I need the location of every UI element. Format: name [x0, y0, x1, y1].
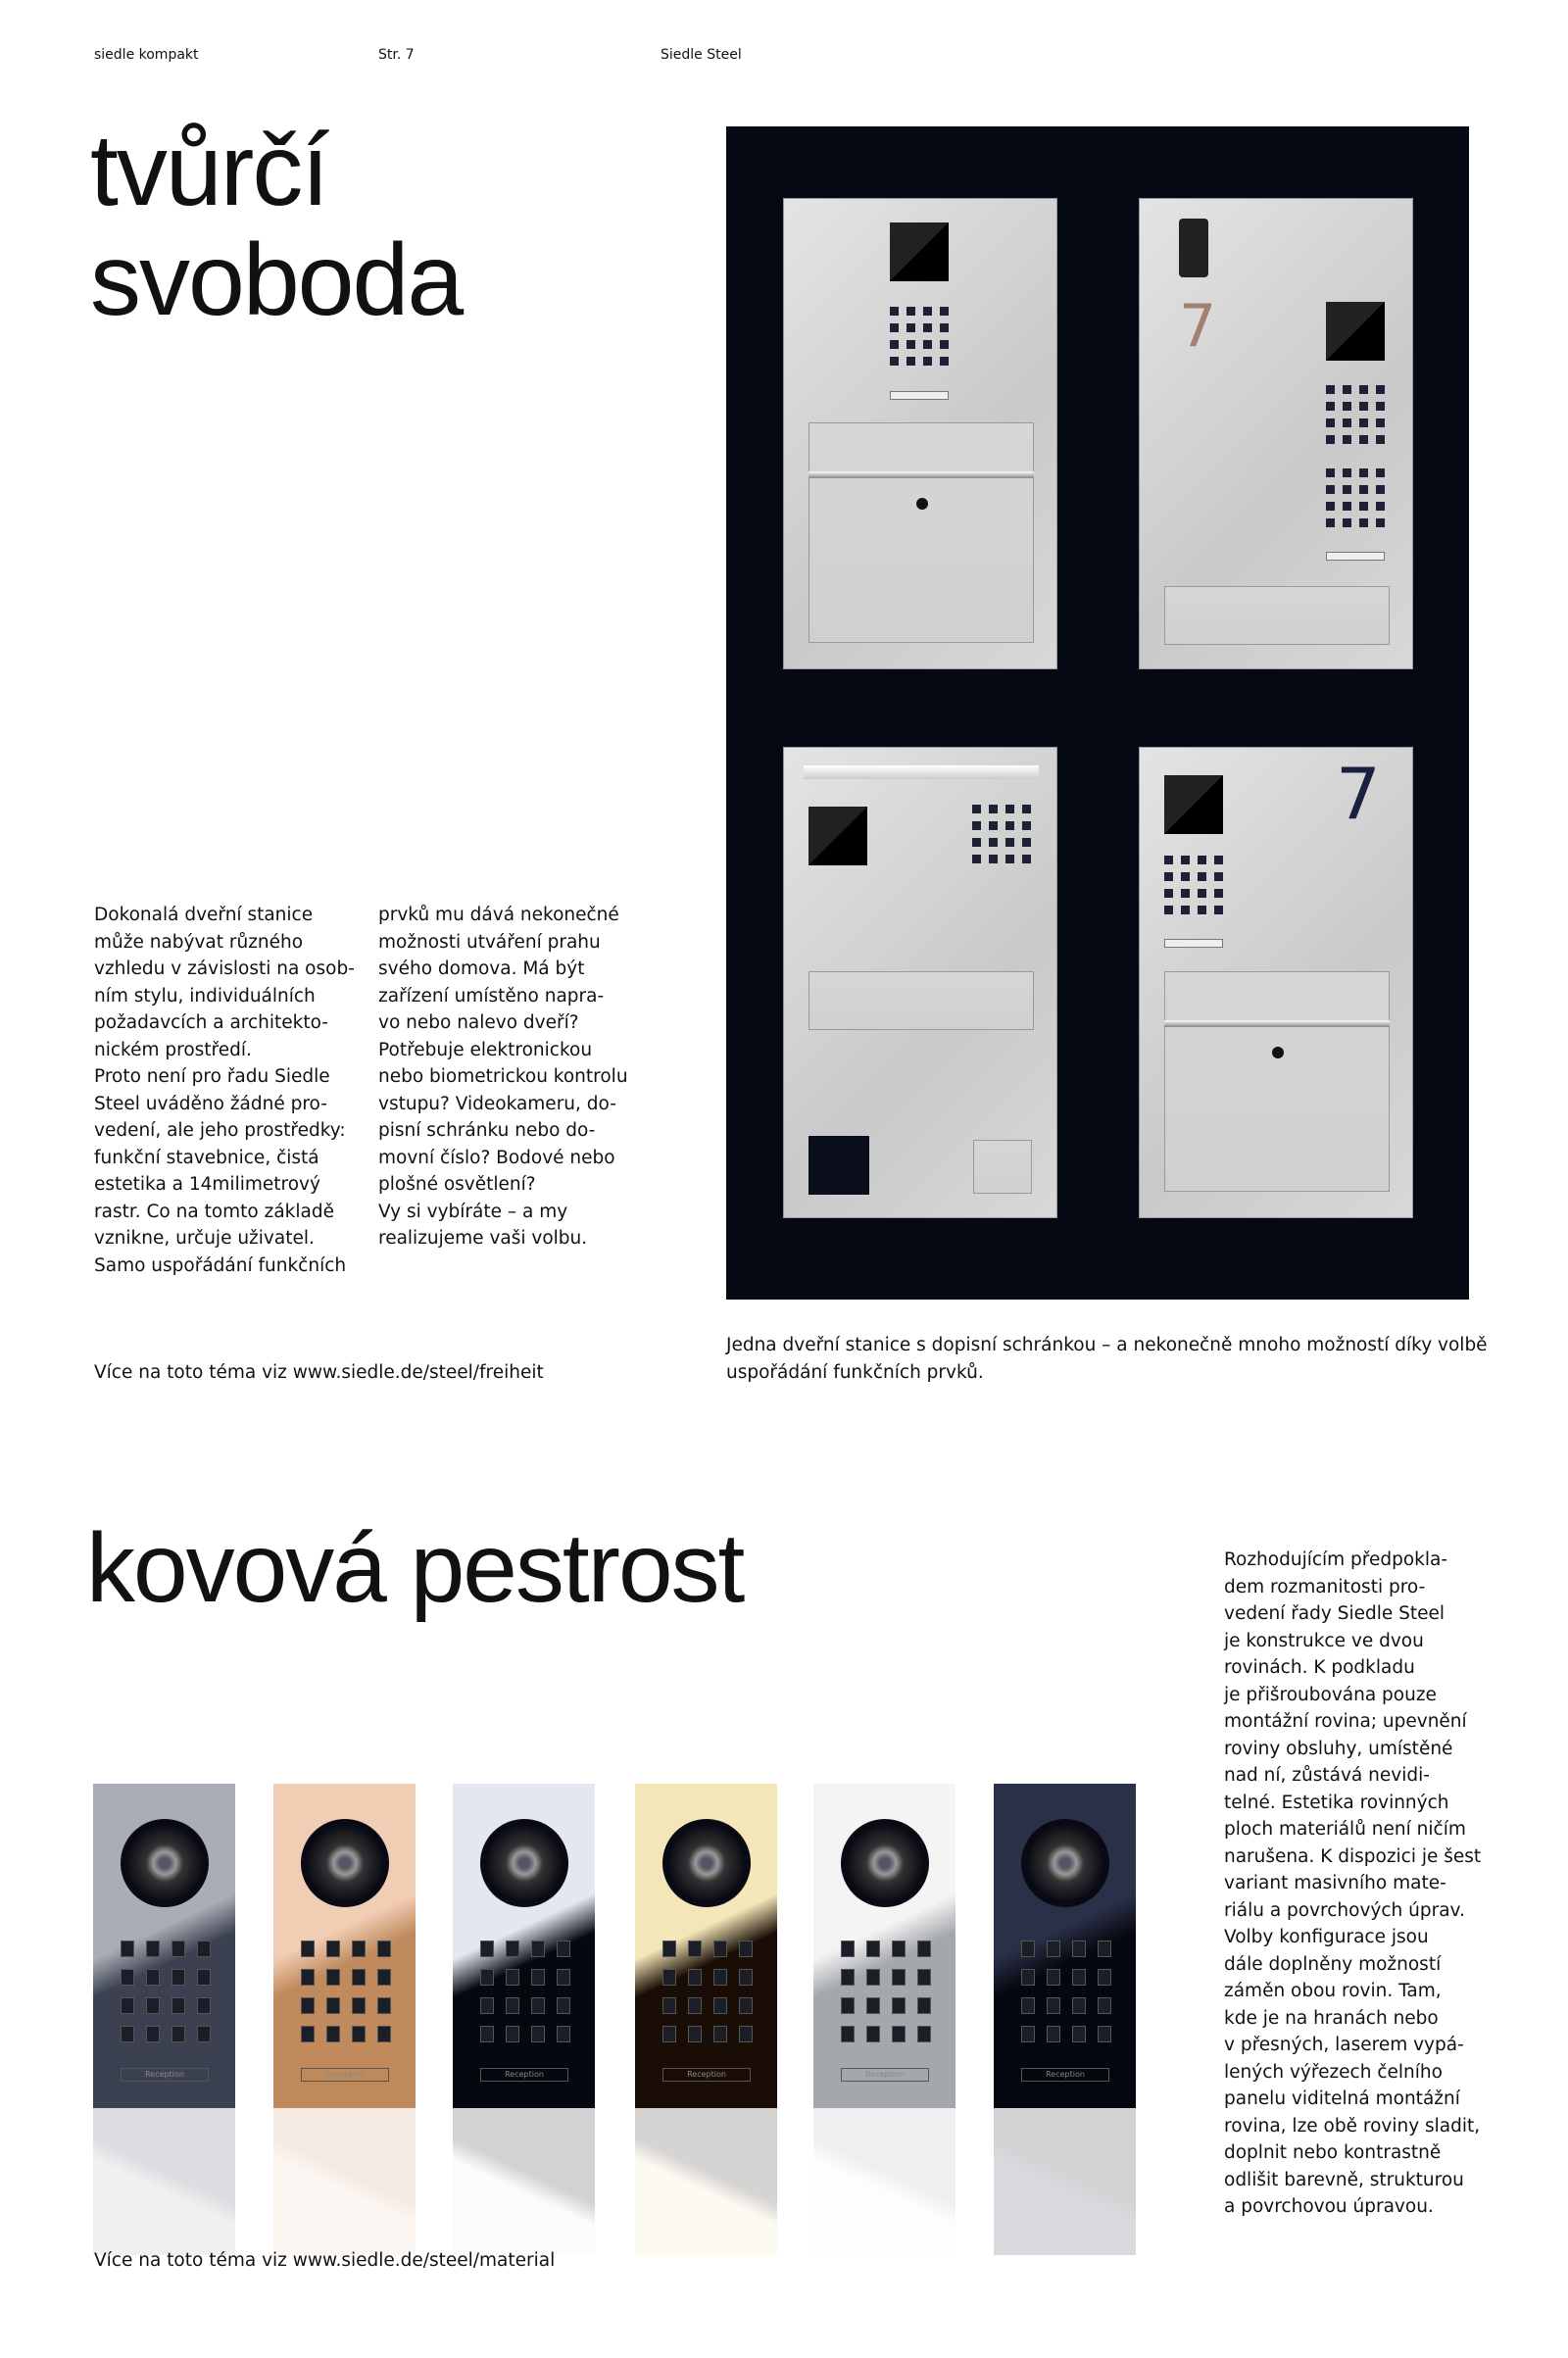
camera-icon [121, 1819, 209, 1907]
lock-icon [1272, 1047, 1284, 1058]
key [713, 2026, 727, 2042]
key [121, 1969, 134, 1986]
key [1005, 838, 1014, 847]
key [352, 2026, 366, 2042]
key [557, 1969, 570, 1986]
keypad [1326, 385, 1385, 444]
key [1047, 1969, 1060, 1986]
key [841, 1997, 855, 2014]
key [1021, 1997, 1035, 2014]
key [377, 2026, 391, 2042]
light-icon [1179, 219, 1208, 277]
key [892, 2026, 906, 2042]
key [1047, 1940, 1060, 1957]
finish-panel-reflection [813, 2108, 956, 2255]
house-number: 7 [1179, 292, 1217, 361]
key [506, 1997, 519, 2014]
key [688, 1940, 702, 1957]
key [1022, 838, 1031, 847]
key [352, 1997, 366, 2014]
key [1181, 872, 1190, 881]
key [890, 323, 899, 332]
key [1326, 385, 1335, 394]
key [940, 323, 949, 332]
key [1343, 502, 1351, 511]
key [1359, 485, 1368, 494]
key [1005, 821, 1014, 830]
intro-text-col2: prvků mu dává nekonečné možnosti utváření prahu svého domova. Má být zařízení umístěno napra- vo nebo nalevo dveří? Potřebuje elektronickou nebo biometrickou kontrolu vstupu? Videokameru, do- pisní schránku nebo do- movní číslo? Bodové nebo plošné osvětlení? Vy si vybíráte – a my realizujeme vaši volbu. [378, 905, 628, 1249]
key [1359, 418, 1368, 427]
name-label: Reception [841, 2068, 929, 2082]
house-number: 7 [1336, 753, 1381, 835]
key [1022, 855, 1031, 863]
key [1047, 1997, 1060, 2014]
name-plate [1164, 939, 1223, 948]
camera-icon [890, 222, 949, 281]
finish-panel-reflection [93, 2108, 235, 2255]
key [1343, 468, 1351, 477]
key [739, 1997, 753, 2014]
keypad [890, 307, 949, 366]
info-module [973, 1140, 1032, 1194]
key [662, 1997, 676, 2014]
key [1098, 1940, 1111, 1957]
key [146, 2026, 160, 2042]
key [172, 2026, 185, 2042]
key [1214, 889, 1223, 898]
key [890, 357, 899, 366]
key [688, 1997, 702, 2014]
key [1376, 402, 1385, 411]
key [1164, 906, 1173, 914]
key [531, 1940, 545, 1957]
key [1198, 856, 1206, 864]
finish-panel-reflection [994, 2108, 1136, 2255]
key [146, 1997, 160, 2014]
mailbox [1164, 586, 1390, 645]
mailbox-slot [808, 471, 1034, 478]
key [1072, 1940, 1086, 1957]
finish-panel [635, 1784, 777, 2108]
key [1072, 1997, 1086, 2014]
key [531, 2026, 545, 2042]
key [892, 1997, 906, 2014]
key [480, 1940, 494, 1957]
key [121, 1940, 134, 1957]
key [480, 2026, 494, 2042]
lock-icon [916, 498, 928, 510]
key [1343, 435, 1351, 444]
key [917, 1940, 931, 1957]
key [506, 1969, 519, 1986]
finish-panel [994, 1784, 1136, 2108]
finish-panel [813, 1784, 956, 2108]
key [1098, 1997, 1111, 2014]
key [197, 2026, 211, 2042]
key [1214, 872, 1223, 881]
key [1181, 906, 1190, 914]
key [1343, 385, 1351, 394]
key [972, 855, 981, 863]
keypad [841, 1940, 931, 2042]
key [1376, 385, 1385, 394]
key [1181, 856, 1190, 864]
key [1164, 872, 1173, 881]
mailbox [1164, 971, 1390, 1192]
key [1072, 1969, 1086, 1986]
key [172, 1997, 185, 2014]
section-title [90, 116, 462, 335]
key [197, 1997, 211, 2014]
key [1021, 1940, 1035, 1957]
more-info-link[interactable]: Více na toto téma viz www.siedle.de/steel/freiheit [94, 1362, 544, 1383]
key [890, 340, 899, 349]
key [1376, 518, 1385, 527]
keypad [121, 1940, 211, 2042]
key [1005, 805, 1014, 813]
key [146, 1969, 160, 1986]
key [1359, 468, 1368, 477]
key [197, 1940, 211, 1957]
key [1021, 1969, 1035, 1986]
title-line: svoboda [90, 223, 463, 337]
key [557, 2026, 570, 2042]
key [866, 1997, 880, 2014]
key [352, 1969, 366, 1986]
key [940, 307, 949, 316]
key [377, 1969, 391, 1986]
key [1326, 518, 1335, 527]
key [377, 1997, 391, 2014]
camera-icon [1326, 302, 1385, 361]
section-title: kovová pestrost [86, 1513, 744, 1623]
door-station-3 [783, 747, 1057, 1218]
key [688, 1969, 702, 1986]
key [506, 1940, 519, 1957]
keypad [1021, 1940, 1111, 2042]
key [1376, 502, 1385, 511]
key [739, 2026, 753, 2042]
key [1198, 889, 1206, 898]
key [1098, 2026, 1111, 2042]
mailbox [808, 422, 1034, 643]
finish-panel-reflection [635, 2108, 777, 2255]
keypad [1164, 856, 1223, 914]
keypad [301, 1940, 391, 2042]
key [972, 821, 981, 830]
key [531, 1997, 545, 2014]
key [1021, 2026, 1035, 2042]
title-line: tvůrčí [90, 114, 328, 227]
door-stations-photo [726, 126, 1469, 1300]
header-section: Siedle Steel [661, 47, 742, 63]
key [1198, 906, 1206, 914]
key [1198, 872, 1206, 881]
key [557, 1997, 570, 2014]
key [326, 1997, 340, 2014]
camera-icon [301, 1819, 389, 1907]
key [662, 1940, 676, 1957]
key [326, 2026, 340, 2042]
key [662, 2026, 676, 2042]
key [326, 1969, 340, 1986]
finish-panel-reflection [453, 2108, 595, 2255]
key [1376, 418, 1385, 427]
key [326, 1940, 340, 1957]
key [917, 1969, 931, 1986]
mailbox [808, 971, 1034, 1030]
key [531, 1969, 545, 1986]
camera-icon [808, 807, 867, 865]
camera-icon [662, 1819, 751, 1907]
key [1214, 856, 1223, 864]
key [841, 1969, 855, 1986]
key [892, 1969, 906, 1986]
door-station-1 [783, 198, 1057, 669]
key [352, 1940, 366, 1957]
name-label: Reception [1021, 2068, 1109, 2082]
keypad [480, 1940, 570, 2042]
key [906, 340, 915, 349]
key [1326, 418, 1335, 427]
key [906, 323, 915, 332]
door-station-2 [1139, 198, 1413, 669]
key [1343, 418, 1351, 427]
key [1326, 402, 1335, 411]
key [1326, 435, 1335, 444]
key [557, 1940, 570, 1957]
key [923, 357, 932, 366]
key [989, 805, 998, 813]
header-brand: siedle kompakt [94, 47, 199, 63]
key [121, 2026, 134, 2042]
keypad [662, 1940, 753, 2042]
key [713, 1969, 727, 1986]
key [121, 1997, 134, 2014]
finish-panel [93, 1784, 235, 2108]
key [1005, 855, 1014, 863]
more-info-link[interactable]: Více na toto téma viz www.siedle.de/steel/material [94, 2250, 556, 2271]
key [1164, 889, 1173, 898]
key [172, 1969, 185, 1986]
key [940, 357, 949, 366]
key [1326, 485, 1335, 494]
key [1376, 468, 1385, 477]
key [301, 1997, 315, 2014]
key [917, 1997, 931, 2014]
key [940, 340, 949, 349]
key [1181, 889, 1190, 898]
header-page-number: Str. 7 [378, 47, 415, 63]
key [480, 1969, 494, 1986]
name-label: Reception [662, 2068, 751, 2082]
key [739, 1940, 753, 1957]
key [1072, 2026, 1086, 2042]
key [989, 821, 998, 830]
name-plate [890, 391, 949, 400]
key [1326, 502, 1335, 511]
keypad [1326, 468, 1385, 527]
key [972, 805, 981, 813]
key [866, 1940, 880, 1957]
key [1164, 856, 1173, 864]
key [1359, 385, 1368, 394]
key [662, 1969, 676, 1986]
name-plate [1326, 552, 1385, 561]
key [1343, 518, 1351, 527]
key [713, 1997, 727, 2014]
key [506, 2026, 519, 2042]
key [989, 855, 998, 863]
key [890, 307, 899, 316]
key [688, 2026, 702, 2042]
door-station-4 [1139, 747, 1413, 1218]
key [906, 357, 915, 366]
key [841, 1940, 855, 1957]
key [1214, 906, 1223, 914]
finish-panel-reflection [273, 2108, 416, 2255]
key [301, 1969, 315, 1986]
photo-caption: Jedna dveřní stanice s dopisní schránkou – a nekonečně mnoho možností díky volbě uspořádání funkčních prvků. [726, 1335, 1488, 1383]
name-label: Reception [121, 2068, 209, 2082]
light-bar [804, 765, 1039, 779]
camera-icon [480, 1819, 568, 1907]
key [1343, 485, 1351, 494]
keypad [972, 805, 1031, 863]
key [917, 2026, 931, 2042]
key [923, 323, 932, 332]
name-label: Reception [480, 2068, 568, 2082]
key [480, 1997, 494, 2014]
camera-icon [1164, 775, 1223, 834]
key [1047, 2026, 1060, 2042]
key [301, 2026, 315, 2042]
key [1359, 502, 1368, 511]
key [301, 1940, 315, 1957]
key [923, 340, 932, 349]
materials-text: Rozhodujícím předpokla- dem rozmanitosti pro- vedení řady Siedle Steel je konstrukce ve dvou rovinách. K podkladu je přišroubována pouze montážní rovina; upevnění roviny obsluhy, umístěné nad ní, zůstává nevidi- telné. Estetika rovinných ploch materiálů není ničím narušena. K dispozici je šest variant masivního mate- riálu a povrchových úprav. Volby konfigurace jsou dále doplněny možností záměn obou rovin. Tam, kde je na hranách nebo v přesných, laserem vypá- lených výřezech čelního panelu viditelná montážní rovina, lze obě roviny sladit, doplnit nebo kontrastně odlišit barevně, strukturou a povrchovou úpravou. [1224, 1549, 1482, 2217]
key [1359, 402, 1368, 411]
key [866, 1969, 880, 1986]
mailbox-slot [1164, 1020, 1390, 1027]
key [1359, 435, 1368, 444]
key [713, 1940, 727, 1957]
key [1022, 805, 1031, 813]
key [197, 1969, 211, 1986]
key [972, 838, 981, 847]
key [1022, 821, 1031, 830]
key [1343, 402, 1351, 411]
key [377, 1940, 391, 1957]
finish-panel [453, 1784, 595, 2108]
intro-text-col1: Dokonalá dveřní stanice může nabývat různého vzhledu v závislosti na osob- ním stylu, individuálních požadavcích a architekto- nickém prostředí. Proto není pro řadu Siedle Steel uváděno žádné pro- vedení, ale jeho prostředky: funkční stavebnice, čistá estetika a 14milimetrový rastr. Co na tomto základě vznikne, určuje uživatel. Samo uspořádání funkčních [94, 905, 355, 1276]
key [1359, 518, 1368, 527]
key [1326, 468, 1335, 477]
finish-panel [273, 1784, 416, 2108]
key [906, 307, 915, 316]
key [1376, 435, 1385, 444]
key [739, 1969, 753, 1986]
key [892, 1940, 906, 1957]
key [146, 1940, 160, 1957]
key [989, 838, 998, 847]
key [841, 2026, 855, 2042]
name-label: Reception [301, 2068, 389, 2082]
camera-icon [841, 1819, 929, 1907]
key [923, 307, 932, 316]
camera-icon [1021, 1819, 1109, 1907]
key [866, 2026, 880, 2042]
key [1098, 1969, 1111, 1986]
fingerprint-icon [808, 1136, 869, 1195]
key [1376, 485, 1385, 494]
key [172, 1940, 185, 1957]
